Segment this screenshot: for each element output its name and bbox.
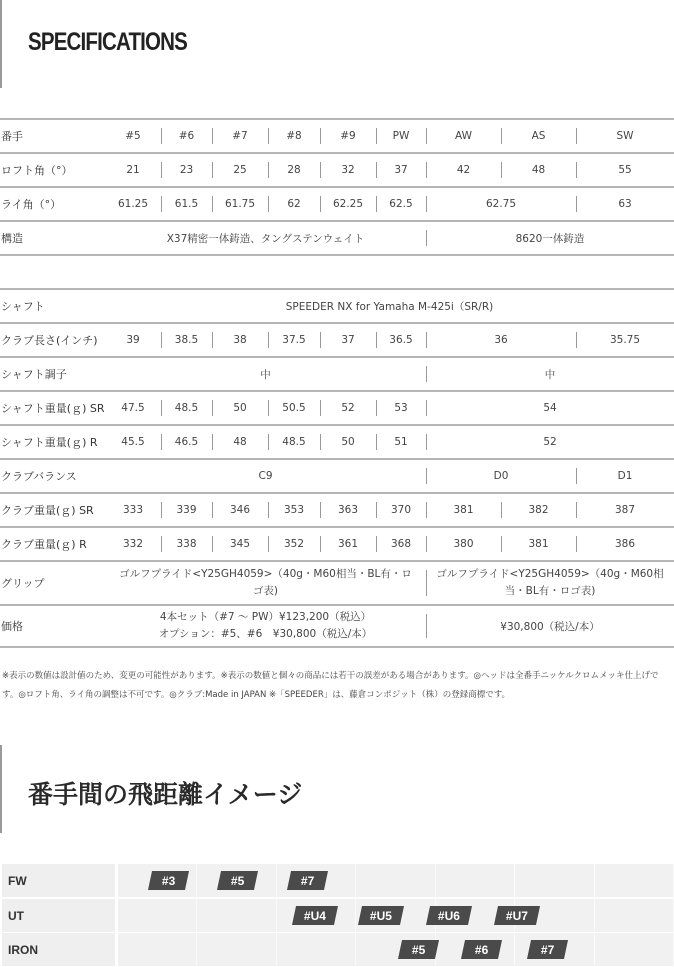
table-row-shaft xyxy=(0,288,674,322)
cell: SW xyxy=(576,120,674,152)
cell: 63 xyxy=(576,188,674,220)
cell: 381 xyxy=(426,494,501,526)
cell: 50.5 xyxy=(268,392,320,424)
table-row-shaft-weight-sr xyxy=(0,390,674,424)
cell: 361 xyxy=(320,528,376,560)
table-row-club-weight-r xyxy=(0,526,674,560)
cell: 47.5 xyxy=(121,402,145,414)
cell: 52 xyxy=(426,426,674,458)
club-badge: #5 xyxy=(217,871,258,890)
cell: 35.75 xyxy=(576,324,674,356)
cell: 52 xyxy=(320,392,376,424)
cell: 38.5 xyxy=(161,324,212,356)
spec-notes: ※表示の数値は設計値のため、変更の可能性があります。※表示の数値と個々の商品には若干の誤差がある場合があります。◎ヘッドは全番手ニッケルクロムメッキ仕上げです。◎ロフト角、ライ角の調整は不可です。◎クラブ:Made in JAPAN ※「SPEEDER」は、藤倉コンポジット（株）の登録商標です。 xyxy=(2,671,659,700)
price-set-cell xyxy=(105,606,426,646)
table-row-price xyxy=(0,604,674,648)
distance-row-ut xyxy=(0,899,674,932)
row-label: シャフト xyxy=(1,300,45,313)
cell: 中 xyxy=(426,358,674,390)
distance-grid xyxy=(118,933,674,966)
cell: ゴルフプライド<Y25GH4059>（40g・M60相当・BL有・ロゴ表) xyxy=(119,568,412,597)
cell: 中 xyxy=(260,368,271,381)
cell: 32 xyxy=(320,154,376,186)
cell: 37.5 xyxy=(268,324,320,356)
table-row-construction xyxy=(0,220,674,254)
cell: 48 xyxy=(501,154,576,186)
table-row-club-weight-sr xyxy=(0,492,674,526)
cell: 45.5 xyxy=(121,436,145,448)
table-row-loft xyxy=(0,152,674,186)
cell: 363 xyxy=(320,494,376,526)
cell: 380 xyxy=(426,528,501,560)
cell: 381 xyxy=(501,528,576,560)
row-label: クラブ重量(ｇ) R xyxy=(1,538,87,551)
cell: 48.5 xyxy=(268,426,320,458)
row-label: FW xyxy=(2,864,115,897)
table-row-length xyxy=(0,322,674,356)
cell: C9 xyxy=(258,470,273,482)
cell: 332 xyxy=(122,538,144,550)
cell: 387 xyxy=(576,494,674,526)
cell: 61.25 xyxy=(117,198,149,210)
club-badge: #7 xyxy=(287,871,328,890)
row-label: ライ角（°） xyxy=(1,198,62,211)
price-set-line: 4本セット（#7 ～ PW）¥123,200（税込） xyxy=(159,611,372,623)
cell: 50 xyxy=(320,426,376,458)
cell: 346 xyxy=(212,494,268,526)
cell: 61.5 xyxy=(161,188,212,220)
table-row-shaft-weight-r xyxy=(0,424,674,458)
table-row-grip xyxy=(0,560,674,604)
cell: 382 xyxy=(501,494,576,526)
table-row-number xyxy=(0,118,674,152)
distance-chart xyxy=(0,862,674,967)
cell: 37 xyxy=(376,154,426,186)
cell: 42 xyxy=(426,154,501,186)
club-badge: #6 xyxy=(461,940,502,959)
table-row-kick xyxy=(0,356,674,390)
specifications-title: SPECIFICATIONS xyxy=(28,28,187,56)
cell: SPEEDER NX for Yamaha M-425i（SR/R) xyxy=(285,300,494,313)
cell: #7 xyxy=(212,120,268,152)
cell: PW xyxy=(376,120,426,152)
row-label: 番手 xyxy=(1,130,23,143)
cell: D1 xyxy=(576,460,674,492)
row-label: クラブ重量(ｇ) SR xyxy=(1,504,94,517)
cell: 39 xyxy=(126,334,140,346)
spec-table xyxy=(0,118,674,648)
cell: AS xyxy=(501,120,576,152)
cell: 61.75 xyxy=(212,188,268,220)
cell: 28 xyxy=(268,154,320,186)
cell: 333 xyxy=(122,504,144,516)
specifications-header xyxy=(0,0,674,88)
cell: X37精密一体鋳造、タングステンウェイト xyxy=(166,232,365,245)
cell: #8 xyxy=(268,120,320,152)
distance-row-iron xyxy=(0,933,674,966)
row-label: グリップ xyxy=(1,577,45,590)
cell: 353 xyxy=(268,494,320,526)
cell: 37 xyxy=(320,324,376,356)
cell: 51 xyxy=(376,426,426,458)
cell: 386 xyxy=(576,528,674,560)
table-row-lie xyxy=(0,186,674,220)
cell: 25 xyxy=(212,154,268,186)
cell: 23 xyxy=(161,154,212,186)
cell: ゴルフプライド<Y25GH4059>（40g・M60相当・BL有・ロゴ表) xyxy=(426,562,674,604)
cell: 352 xyxy=(268,528,320,560)
cell: 36.5 xyxy=(376,324,426,356)
row-label: クラブバランス xyxy=(1,470,77,483)
cell: 54 xyxy=(426,392,674,424)
cell: 62 xyxy=(268,188,320,220)
cell: 368 xyxy=(376,528,426,560)
club-badge: #U6 xyxy=(426,906,472,925)
cell: 55 xyxy=(576,154,674,186)
distance-grid xyxy=(118,864,674,897)
club-badge: #U5 xyxy=(358,906,404,925)
club-badge: #U7 xyxy=(494,906,540,925)
club-badge: #3 xyxy=(148,871,189,890)
row-label: シャフト重量(ｇ) SR xyxy=(1,402,105,415)
cell: 62.5 xyxy=(376,188,426,220)
cell: #5 xyxy=(125,130,141,142)
row-label: ロフト角（°） xyxy=(1,164,73,177)
cell: 21 xyxy=(126,164,140,176)
cell: 8620一体鋳造 xyxy=(426,222,674,254)
cell: AW xyxy=(426,120,501,152)
cell: 338 xyxy=(161,528,212,560)
cell: 62.25 xyxy=(320,188,376,220)
cell: 36 xyxy=(426,324,576,356)
cell: D0 xyxy=(426,460,576,492)
cell: #6 xyxy=(161,120,212,152)
row-label: クラブ長さ(インチ) xyxy=(1,334,98,347)
cell: 48 xyxy=(212,426,268,458)
club-badge: #U4 xyxy=(292,906,338,925)
row-label: シャフト調子 xyxy=(1,368,67,381)
cell: 38 xyxy=(212,324,268,356)
cell: 339 xyxy=(161,494,212,526)
row-label: IRON xyxy=(2,933,115,966)
table-spacer xyxy=(0,254,674,288)
cell: 370 xyxy=(376,494,426,526)
row-label: 構造 xyxy=(1,232,23,245)
row-label: 価格 xyxy=(1,620,23,633)
table-row-balance xyxy=(0,458,674,492)
cell: 345 xyxy=(212,528,268,560)
distance-title: 番手間の飛距離イメージ xyxy=(28,780,303,809)
cell: 62.75 xyxy=(426,188,576,220)
distance-header xyxy=(0,745,674,833)
club-badge: #5 xyxy=(398,940,439,959)
cell: #9 xyxy=(320,120,376,152)
club-badge: #7 xyxy=(527,940,568,959)
cell: 53 xyxy=(376,392,426,424)
cell: 46.5 xyxy=(161,426,212,458)
row-label: UT xyxy=(2,899,115,932)
row-label: シャフト重量(ｇ) R xyxy=(1,436,98,449)
price-single-cell: ¥30,800（税込/本） xyxy=(426,606,674,646)
distance-row-fw xyxy=(0,864,674,897)
cell: 48.5 xyxy=(161,392,212,424)
price-option-line: オプション：#5、#6 ¥30,800（税込/本） xyxy=(158,628,373,640)
cell: 50 xyxy=(212,392,268,424)
